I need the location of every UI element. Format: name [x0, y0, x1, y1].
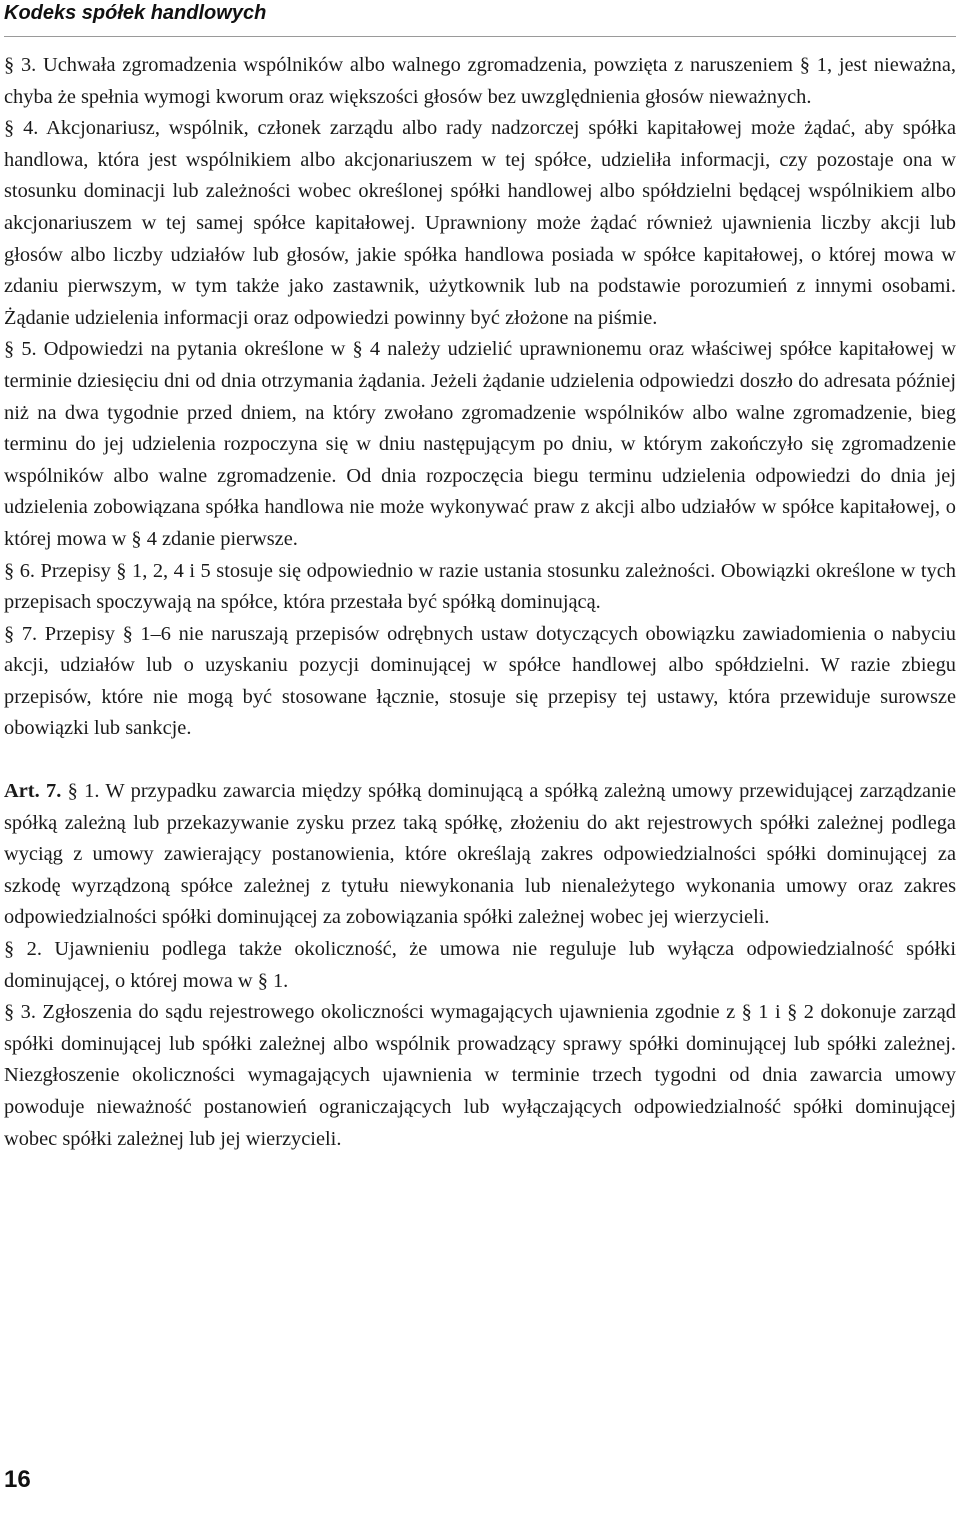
- paragraph-text: § 3. Uchwała zgromadzenia wspólników albo walnego zgromadzenia, powzięta z naruszeniem § 1, jest nieważna, chyba że spełnia wymogi kworum oraz większości głosów bez uwzględnienia głosów nieważnych.: [4, 54, 956, 108]
- article-7-s2: [4, 934, 956, 997]
- header-title: Kodeks spółek handlowych: [4, 2, 267, 24]
- paragraph-s5: [4, 334, 956, 555]
- paragraph-text: § 5. Odpowiedzi na pytania określone w § 4 należy udzielić uprawnionemu oraz właściwej spółce kapitałowej w terminie dziesięciu dni od dnia otrzymania żądania. Jeżeli żądanie udzielenia odpowiedzi doszło do adresata później niż na dwa tygodnie przed dniem, na który zwołano zgromadzenie wspólników albo walne zgromadzenie, bieg terminu do jej udzielenia rozpoczyna się w dniu następującym po dniu, w którym zakończyło się zgromadzenie wspólników albo walne zgromadzenie. Od dnia rozpoczęcia biegu terminu udzielenia odpowiedzi do dnia jej udzielenia zobowiązana spółka handlowa nie może wykonywać praw z akcji albo udziałów w spółce kapitałowej, o której mowa w § 4 zdanie pierwsze.: [4, 338, 956, 550]
- paragraph-s3: [4, 50, 956, 113]
- article-label: Art. 7.: [4, 780, 62, 803]
- paragraph-text: § 3. Zgłoszenia do sądu rejestrowego okoliczności wymagających ujawnienia zgodnie z § 1 i § 2 dokonuje zarząd spółki dominującej lub spółki zależnej albo wspólnik prowadzący sprawy spółki dominującej lub spółki zależnej. Niezgłoszenie okoliczności wymagających ujawnienia w terminie trzech tygodni od dnia zawarcia umowy powoduje nieważność postanowień ograniczających lub wyłączających odpowiedzialność spółki dominującej wobec spółki zależnej lub jej wierzycieli.: [4, 1001, 956, 1150]
- paragraph-text: § 6. Przepisy § 1, 2, 4 i 5 stosuje się odpowiednio w razie ustania stosunku zależności. Obowiązki określone w tych przepisach spoczywają na spółce, która przestała być spółką dominującą.: [4, 559, 956, 614]
- article-7-s1: [4, 776, 956, 934]
- article-7-s3: [4, 997, 956, 1155]
- paragraph-text: § 7. Przepisy § 1–6 nie naruszają przepisów odrębnych ustaw dotyczących obowiązku zawiadomienia o nabyciu akcji, udziałów lub o uzyskaniu pozycji dominującej w spółce handlowej albo spółdzielni. W razie zbiegu przepisów, które nie mogą być stosowane łącznie, stosuje się przepisy tej ustawy, która przewiduje surowsze obowiązki lub sankcje.: [4, 622, 956, 740]
- running-header: [4, 0, 956, 37]
- document-body: [4, 50, 956, 1155]
- paragraph-s6: [4, 556, 956, 619]
- paragraph-text: § 1. W przypadku zawarcia między spółką dominującą a spółką zależną umowy przewidującej zarządzanie spółką zależną lub przekazywanie zysku przez taką spółkę, złożeniu do akt rejestrowych spółki zależnej podlega wyciąg z umowy zawierający postanowienia, które określają zakres odpowiedzialności spółki dominującej za szkodę wyrządzoną spółce zależnej z tytułu niewykonania lub nienależytego wykonania umowy oraz zakres odpowiedzialności spółki dominującej za zobowiązania spółki zależnej wobec jej wierzycieli.: [4, 780, 956, 929]
- page-number: 16: [4, 1466, 31, 1493]
- paragraph-s4: [4, 113, 956, 334]
- paragraph-s7: [4, 619, 956, 745]
- paragraph-text: § 2. Ujawnieniu podlega także okoliczność, że umowa nie reguluje lub wyłącza odpowiedzialność spółki dominującej, o której mowa w § 1.: [4, 938, 956, 992]
- paragraph-text: § 4. Akcjonariusz, wspólnik, członek zarządu albo rady nadzorczej spółki kapitałowej może żądać, aby spółka handlowa, która jest wspólnikiem albo akcjonariuszem w tej spółce, udzieliła informacji, czy pozostaje ona w stosunku dominacji lub zależności wobec określonej spółki handlowej albo spółdzielni będącej wspólnikiem albo akcjonariuszem w tej samej spółce kapitałowej. Uprawniony może żądać również ujawnienia liczby akcji lub głosów albo liczby udziałów lub głosów, jakie spółka handlowa posiada w spółce kapitałowej, o której mowa w zdaniu pierwszym, w tym także jako zastawnik, użytkownik lub na podstawie porozumień z innymi osobami. Żądanie udzielenia informacji oraz odpowiedzi powinny być złożone na piśmie.: [4, 117, 956, 329]
